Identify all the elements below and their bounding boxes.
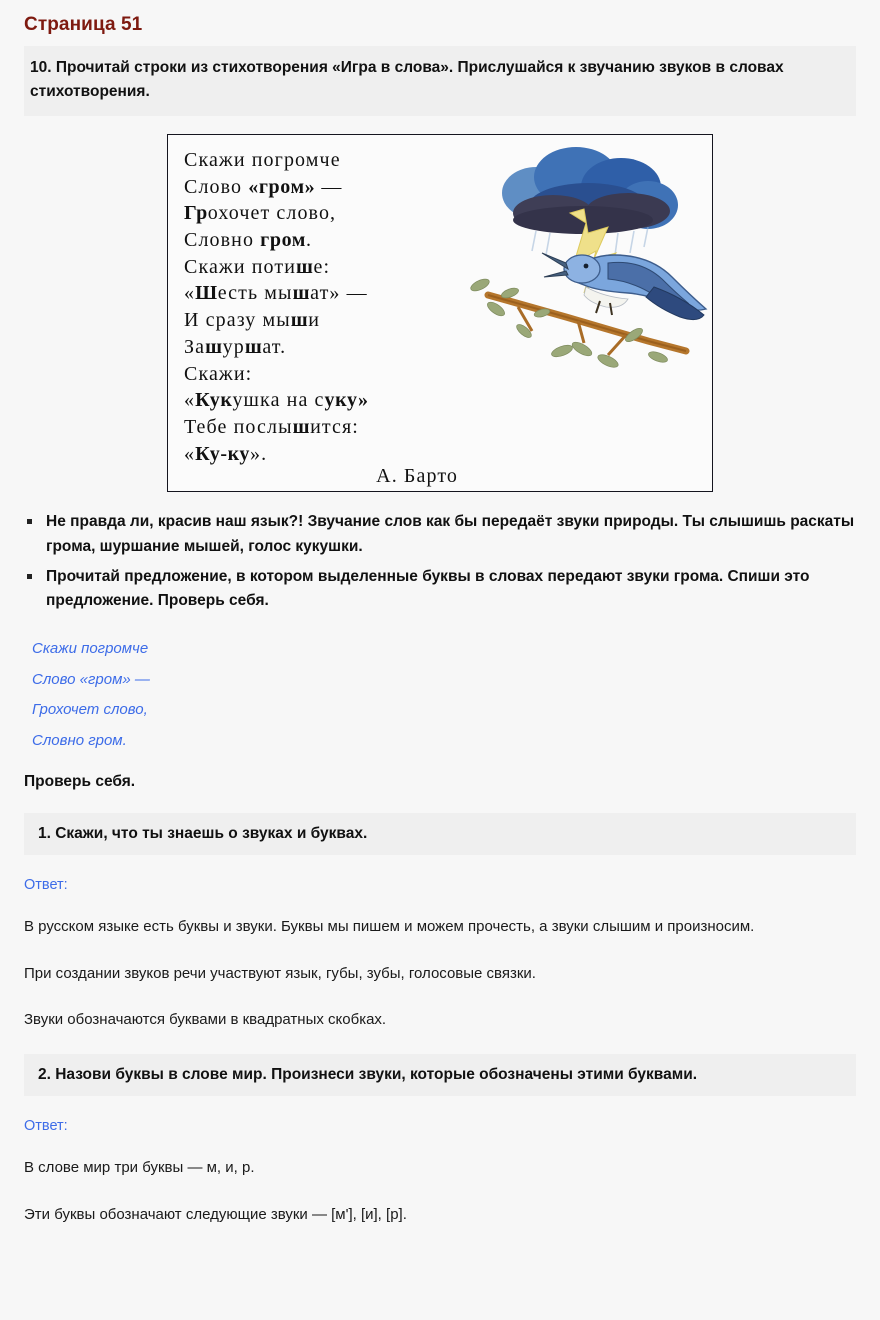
answer-paragraph: В русском языке есть буквы и звуки. Буквы мы пишем и можем прочесть, а звуки слышим и произносим. <box>24 918 755 936</box>
poem-line: Зашуршат. <box>184 335 287 358</box>
answer-paragraph: При создании звуков речи участвуют язык, губы, зубы, голосовые связки. <box>24 964 536 982</box>
blue-poem-line: Слово «гром» — <box>32 670 150 688</box>
poem-line: Грохочет слово, <box>184 202 337 225</box>
poem-line: Слово «гром» — <box>184 175 343 198</box>
poem-line: «Кукушка на суку» <box>184 389 369 412</box>
task-text: 10. Прочитай строки из стихотворения «Игра в слова». Прислушайся к звучанию звуков в словах стихотворения. <box>30 59 784 101</box>
blue-poem-line: Словно гром. <box>32 732 127 750</box>
page-title: Страница 51 <box>24 14 143 35</box>
check-yourself-heading: Проверь себя. <box>24 772 136 790</box>
blue-poem-line: Скажи погромче <box>32 639 149 657</box>
poem-line: Тебе послышится: <box>184 415 359 438</box>
blue-poem-line: Грохочет слово, <box>32 701 148 719</box>
list-item: Прочитай предложение, в котором выделенные буквы в словах передают звуки грома. Спиши это предложение. Проверь себя. <box>24 565 856 614</box>
storm-cloud-and-cuckoo-icon <box>458 135 708 435</box>
poem-line: Скажи погромче <box>184 149 341 172</box>
blue-answer-poem <box>8 634 880 757</box>
question-banner-1: 1. Скажи, что ты знаешь о звуках и буквах. <box>24 813 856 855</box>
poem-line: Скажи: <box>184 362 253 385</box>
poem-lines <box>184 147 468 467</box>
question-banner-2: 2. Назови буквы в слове мир. Произнеси звуки, которые обозначены этими буквами. <box>24 1054 856 1096</box>
answer-paragraph: Звуки обозначаются буквами в квадратных скобках. <box>24 1010 387 1028</box>
task-banner <box>24 46 856 116</box>
poem-figure-box <box>167 134 713 492</box>
poem-text-column <box>168 135 468 491</box>
list-item: Не правда ли, красив наш язык?! Звучание слов как бы передаёт звуки природы. Ты слышишь раскаты грома, шуршание мышей, голос кукушки. <box>24 510 856 559</box>
bullet-list <box>24 510 856 614</box>
poem-line: «Ку-ку». <box>184 442 268 465</box>
answer-paragraph: Эти буквы обозначают следующие звуки — [м'], [и], [р]. <box>24 1205 407 1223</box>
poem-line: «Шесть мышат» — <box>184 282 368 305</box>
answer-label-2: Ответ: <box>24 1118 68 1135</box>
poem-illustration <box>468 135 712 491</box>
answer-paragraph: В слове мир три буквы — м, и, р. <box>24 1159 255 1177</box>
poem-line: Скажи потише: <box>184 255 331 278</box>
poem-line: И сразу мыши <box>184 309 321 332</box>
cuckoo-bird-icon <box>542 253 706 320</box>
answer-label-1: Ответ: <box>24 877 68 894</box>
poem-author: А. Барто <box>376 465 458 488</box>
poem-figure-wrap <box>0 134 880 492</box>
poem-line: Словно гром. <box>184 229 313 252</box>
